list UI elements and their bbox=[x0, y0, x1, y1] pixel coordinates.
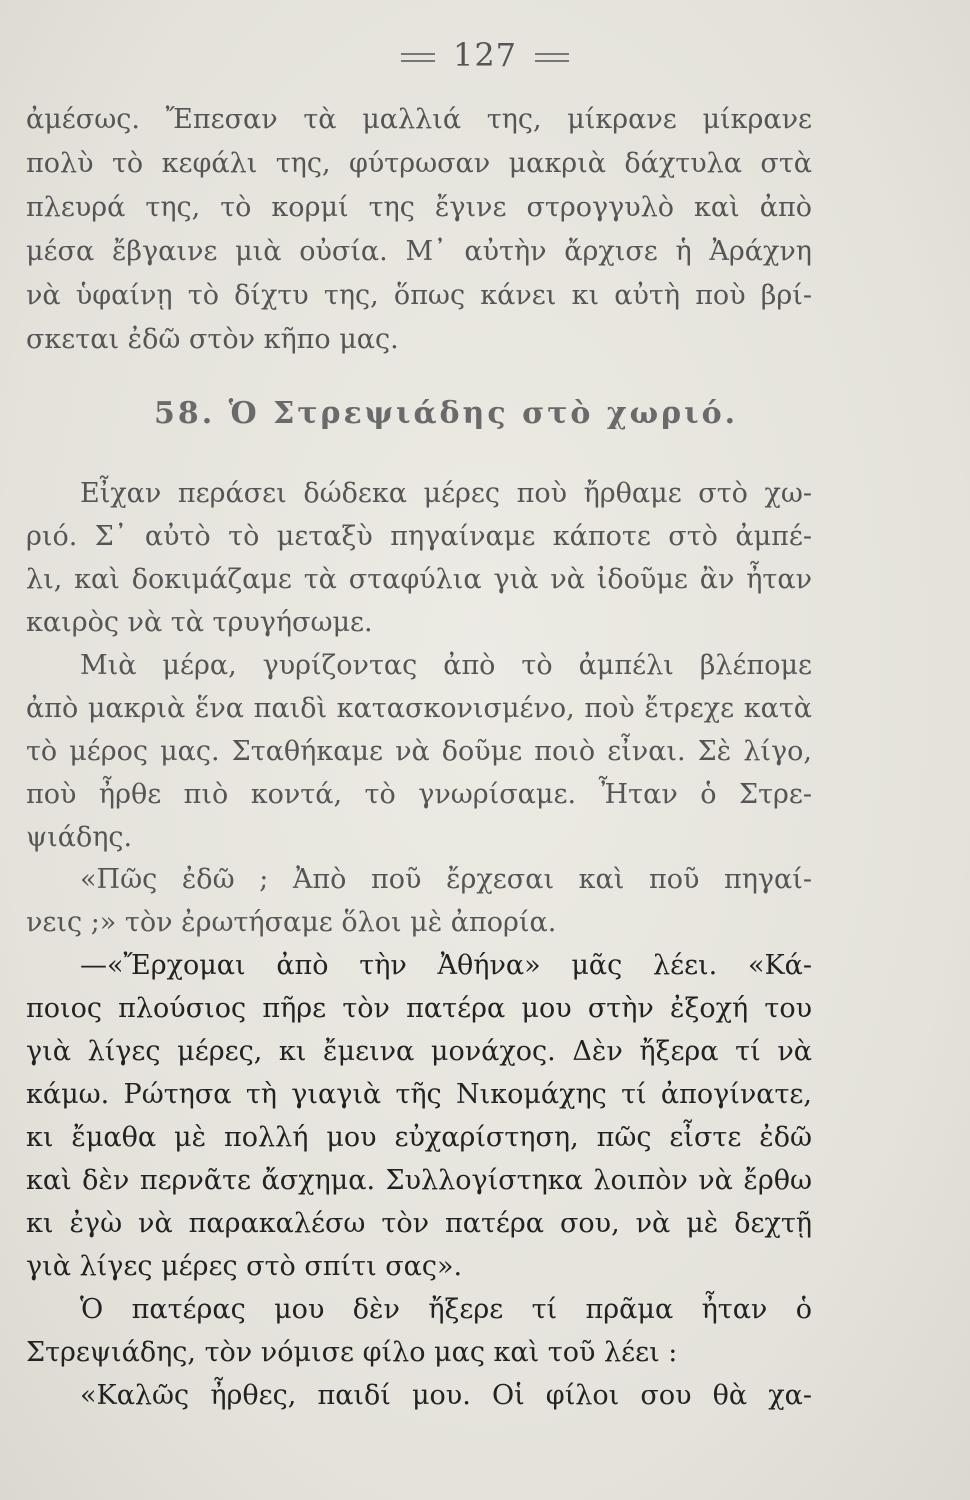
text-line: πολὺ τὸ κεφάλι της, φύτρωσαν μακριὰ δάχτυλα στὰ bbox=[26, 148, 812, 179]
text-line: κάμω. Ρώτησα τὴ γιαγιὰ τῆς Νικομάχης τί ἀπογίνατε, bbox=[26, 1079, 812, 1110]
text-line: καὶ δὲν περνᾶτε ἄσχημα. Συλλογίστηκα λοιπὸν νὰ ἔρθω bbox=[26, 1165, 812, 1196]
text-line: γιὰ λίγες μέρες στὸ σπίτι σας». bbox=[26, 1251, 463, 1282]
text-line: ἀπὸ μακριὰ ἕνα παιδὶ κατασκονισμένο, ποὺ ἔτρεχε κατὰ bbox=[26, 693, 812, 724]
text-line: Ὁ πατέρας μου δὲν ἤξερε τί πρᾶμα ἦταν ὁ bbox=[80, 1294, 812, 1325]
text-line: πλευρά της, τὸ κορμί της ἔγινε στρογγυλὸ καὶ ἀπὸ bbox=[26, 192, 812, 223]
text-line: «Καλῶς ἦρθες, παιδί μου. Οἱ φίλοι σου θὰ χα- bbox=[80, 1380, 812, 1411]
text-line: κι ἐγὼ νὰ παρακαλέσω τὸν πατέρα σου, νὰ μὲ δεχτῇ bbox=[26, 1208, 812, 1239]
text-line: νεις ;» τὸν ἐρωτήσαμε ὅλοι μὲ ἀπορία. bbox=[26, 907, 557, 938]
text-line: ριό. Σ᾽ αὐτὸ τὸ μεταξὺ πηγαίναμε κάποτε στὸ ἀμπέ- bbox=[26, 521, 812, 552]
text-line: ψιάδης. bbox=[26, 822, 133, 853]
text-line: σκεται ἐδῶ στὸν κῆπο μας. bbox=[26, 324, 399, 355]
text-line: κι ἔμαθα μὲ πολλή μου εὐχαρίστηση, πῶς εἶστε ἐδῶ bbox=[26, 1122, 812, 1153]
text-line: καιρὸς νὰ τὰ τρυγήσωμε. bbox=[26, 607, 373, 638]
text-line: ποὺ ἦρθε πιὸ κοντά, τὸ γνωρίσαμε. Ἦταν ὁ Στρε- bbox=[26, 779, 812, 810]
text-line: μέσα ἔβγαινε μιὰ οὐσία. Μ᾽ αὐτὴν ἄρχισε ἡ Ἀράχνη bbox=[26, 236, 812, 267]
text-line: —«Ἔρχομαι ἀπὸ τὴν Ἀθήνα» μᾶς λέει. «Κά- bbox=[80, 950, 812, 981]
text-line: Μιὰ μέρα, γυρίζοντας ἀπὸ τὸ ἀμπέλι βλέπομε bbox=[80, 650, 812, 681]
text-line: ποιος πλούσιος πῆρε τὸν πατέρα μου στὴν ἐξοχή του bbox=[26, 993, 812, 1024]
text-line: ἀμέσως. Ἔπεσαν τὰ μαλλιά της, μίκρανε μίκρανε bbox=[26, 104, 812, 135]
page-number-rule-right bbox=[535, 53, 569, 62]
page-number-rule-left bbox=[401, 53, 435, 62]
text-line: νὰ ὑφαίνῃ τὸ δίχτυ της, ὅπως κάνει κι αὐτὴ ποὺ βρί- bbox=[26, 280, 812, 311]
text-line: Εἶχαν περάσει δώδεκα μέρες ποὺ ἤρθαμε στὸ χω- bbox=[80, 478, 812, 509]
text-line: «Πῶς ἐδῶ ; Ἀπὸ ποῦ ἔρχεσαι καὶ ποῦ πηγαί- bbox=[80, 864, 812, 895]
text-line: τὸ μέρος μας. Σταθήκαμε νὰ δοῦμε ποιὸ εἶναι. Σὲ λίγο, bbox=[26, 736, 812, 767]
section-heading: 58. Ὁ Στρεψιάδης στὸ χωριό. bbox=[154, 396, 739, 431]
page-number-value: 127 bbox=[452, 36, 518, 74]
text-line: λι, καὶ δοκιμάζαμε τὰ σταφύλια γιὰ νὰ ἰδοῦμε ἂν ἦταν bbox=[26, 564, 812, 595]
text-line: Στρεψιάδης, τὸν νόμισε φίλο μας καὶ τοῦ λέει : bbox=[26, 1337, 678, 1368]
text-line: γιὰ λίγες μέρες, κι ἔμεινα μονάχος. Δὲν ἤξερα τί νὰ bbox=[26, 1036, 812, 1067]
page-number bbox=[0, 36, 970, 74]
